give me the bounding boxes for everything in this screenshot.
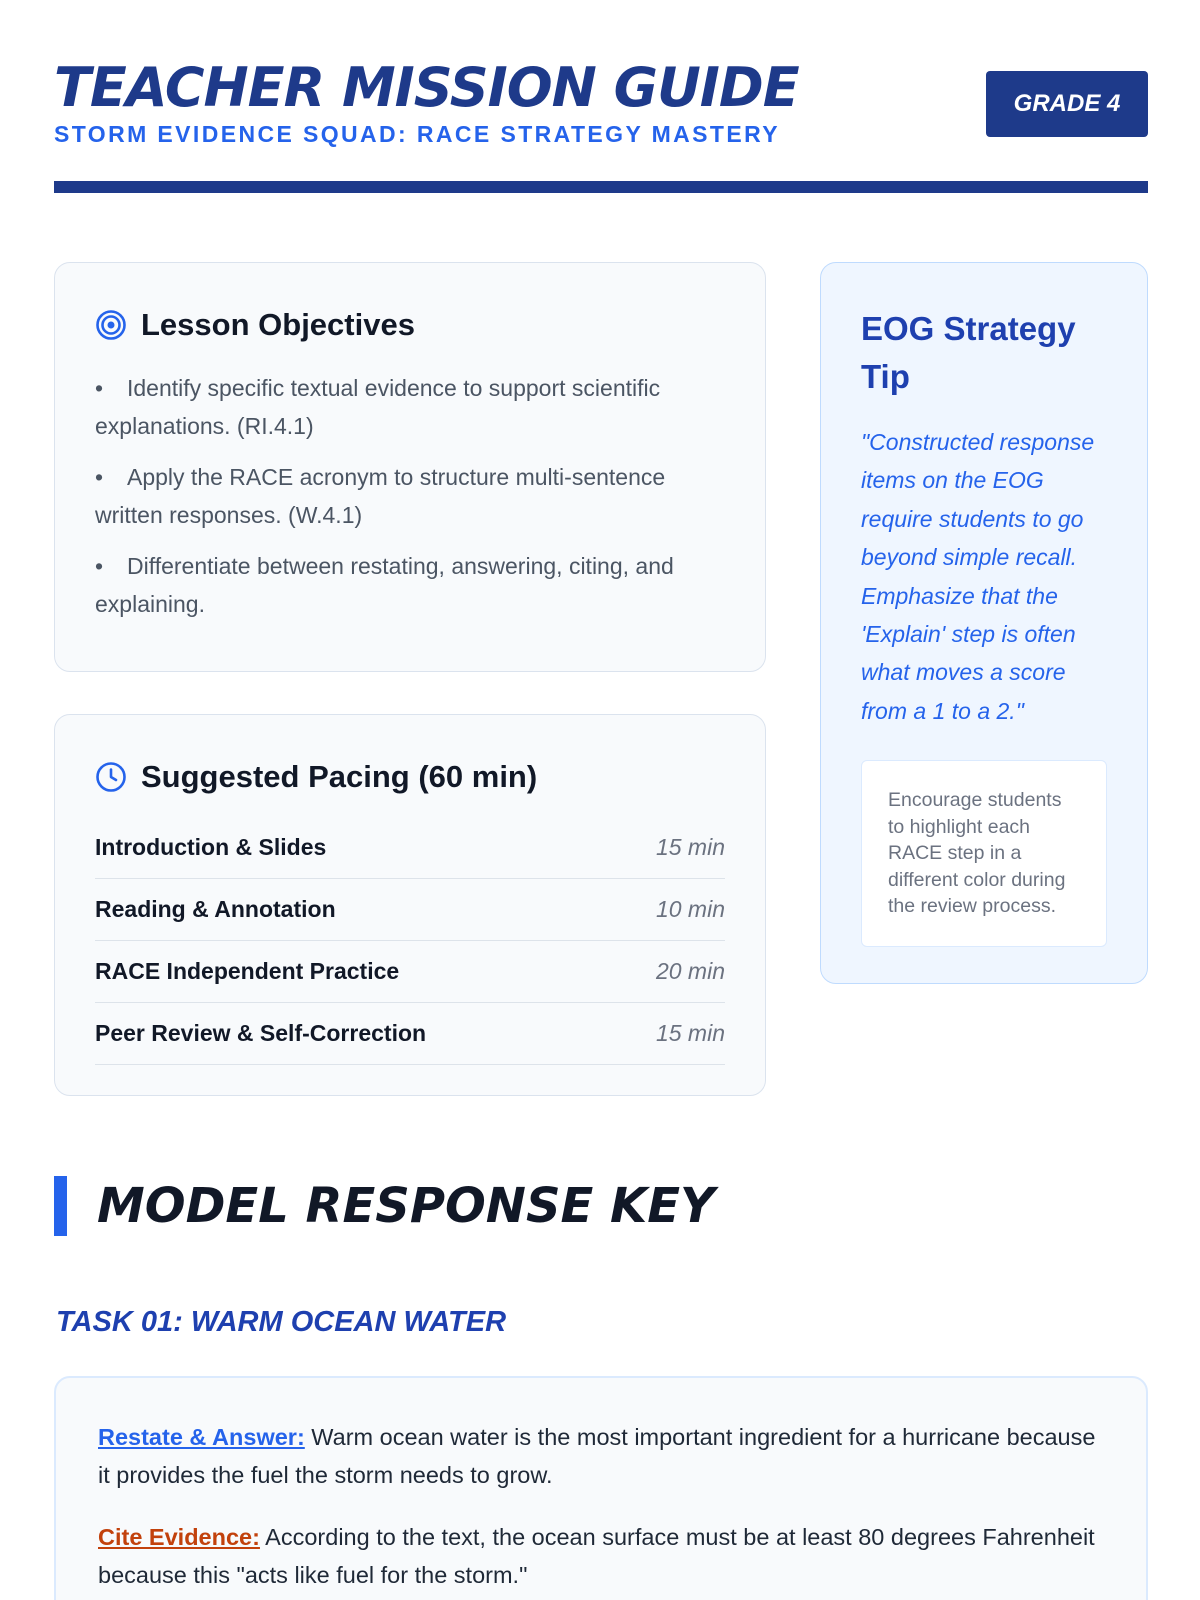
header-divider <box>54 181 1148 193</box>
grade-badge: GRADE 4 <box>986 71 1148 137</box>
section-title: MODEL RESPONSE KEY <box>97 1178 715 1234</box>
pacing-activity: RACE Independent Practice <box>95 958 400 984</box>
section-accent-bar <box>54 1176 67 1236</box>
eog-strategy-tip-title: EOG Strategy Tip <box>861 310 1076 395</box>
race-step-text: According to the text, the ocean surface must be at least 80 degrees Fahrenheit because this "acts like fuel for the storm." <box>98 1524 1095 1588</box>
model-response-key-heading <box>54 1176 715 1236</box>
pacing-row <box>95 1003 725 1065</box>
lesson-objectives-heading <box>95 307 725 343</box>
model-paragraph-cite-evidence <box>98 1518 1104 1594</box>
race-step-text: Warm ocean water is the most important ingredient for a hurricane because it provides the fuel the storm needs to grow. <box>98 1424 1096 1488</box>
suggested-pacing-heading <box>95 759 725 795</box>
lesson-objectives-card <box>54 262 766 672</box>
list-item: • Apply the RACE acronym to structure multi-sentence written responses. (W.4.1) <box>95 464 666 528</box>
pacing-time: 10 min <box>655 896 725 922</box>
eog-strategy-tip-card <box>820 262 1148 984</box>
pacing-row <box>95 879 725 941</box>
model-response-card <box>54 1376 1148 1600</box>
pacing-time: 20 min <box>655 958 725 984</box>
task-title: TASK 01: WARM OCEAN WATER <box>56 1306 507 1338</box>
page-title: TEACHER MISSION GUIDE <box>54 56 799 119</box>
objectives-list <box>95 369 725 623</box>
page-header <box>54 56 1148 196</box>
eog-strategy-tip-note: Encourage students to highlight each RACE step in a different color during the review process. <box>861 760 1107 947</box>
target-icon <box>95 309 127 341</box>
pacing-activity: Reading & Annotation <box>95 896 336 922</box>
lesson-objectives-title: Lesson Objectives <box>141 307 415 342</box>
pacing-row <box>95 817 725 879</box>
list-item: • Differentiate between restating, answering, citing, and explaining. <box>95 553 674 617</box>
race-step-label: Restate & Answer: <box>98 1424 305 1450</box>
list-item: • Identify specific textual evidence to support scientific explanations. (RI.4.1) <box>95 375 661 439</box>
suggested-pacing-title: Suggested Pacing (60 min) <box>141 759 538 794</box>
pacing-row <box>95 941 725 1003</box>
model-paragraph-restate-answer <box>98 1418 1104 1494</box>
page-subtitle: STORM EVIDENCE SQUAD: RACE STRATEGY MASTERY <box>54 121 780 147</box>
suggested-pacing-card <box>54 714 766 1096</box>
pacing-list <box>95 817 725 1065</box>
pacing-activity: Peer Review & Self-Correction <box>95 1020 427 1046</box>
race-step-label: Cite Evidence: <box>98 1524 260 1550</box>
pacing-time: 15 min <box>655 834 725 860</box>
pacing-time: 15 min <box>655 1020 725 1046</box>
clock-icon <box>95 761 127 793</box>
eog-strategy-tip-quote: "Constructed response items on the EOG require students to go beyond simple recall. Emphasize that the 'Explain' step is often what moves a score from a 1 to a 2." <box>861 429 1095 724</box>
pacing-activity: Introduction & Slides <box>95 834 327 860</box>
